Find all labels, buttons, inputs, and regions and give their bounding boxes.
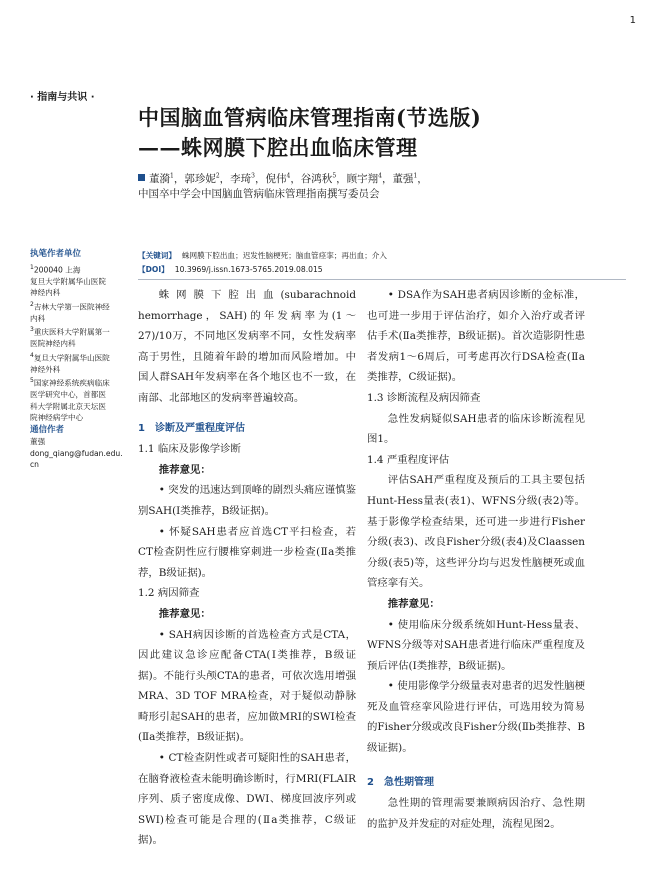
subsection-heading: 1.3 诊断流程及病因筛查 xyxy=(367,391,481,404)
body-paragraph: • CT检查阴性或者可疑阳性的SAH患者，在脑脊液检查未能明确诊断时，行MRI(FLAIR序列、质子密度成像、DWI、梯度回波序列或SWI)检查可能是合理的(Ⅱa类推荐，C级证据)。 xyxy=(138,752,356,847)
subsection-heading: 1.1 临床及影像学诊断 xyxy=(138,443,241,456)
correspondence-name: 董强 xyxy=(30,437,46,447)
units-heading: 执笔作者单位 xyxy=(30,249,82,259)
subsection-heading: 1.4 严重程度评估 xyxy=(367,453,450,466)
title-line-2: ——蛛网膜下腔出血临床管理 xyxy=(138,135,418,160)
body-paragraph: • 使用临床分级系统如Hunt-Hess量表、WFNS分级等对SAH患者进行临床严重程度及预后评估(Ⅰ类推荐，B级证据)。 xyxy=(367,618,585,672)
square-bullet-icon xyxy=(138,174,145,181)
body-column-right xyxy=(367,285,585,834)
body-paragraph: • SAH病因诊断的首选检查方式是CTA，因此建议急诊应配备CTA(Ⅰ类推荐，B级证据)。不能行头颅CTA的患者，可依次选用增强MRA、3D TOF MRA检查，对于疑似动静脉畸形引起SAH的患者，应加做MRI的SWI检查(Ⅱa类推荐，B级证据)。 xyxy=(138,628,356,744)
body-paragraph: • 使用影像学分级量表对患者的迟发性脑梗死及血管痉挛风险进行评估，可选用较为简易的Fisher分级或改良Fisher分级(Ⅱb类推荐、B级证据)。 xyxy=(367,680,585,755)
title-line-1: 中国脑血管病临床管理指南(节选版) xyxy=(138,105,482,130)
correspondence-heading: 通信作者 xyxy=(30,424,65,435)
subsection-heading: 1.2 病因筛查 xyxy=(138,587,200,600)
body-paragraph: 评估SAH严重程度及预后的工具主要包括Hunt-Hess量表(表1)、WFNS分级(表2)等。基于影像学检查结果，还可进一步进行Fisher分级(表3)、改良Fisher分级(表4)及Claassen分级(表5)等，这些评分均与迟发性脑梗死或血管痉挛有关。 xyxy=(367,474,585,590)
recommendation-label: 推荐意见： xyxy=(158,463,211,476)
keywords-divider xyxy=(138,279,626,280)
section-tag: · 指南与共识 · xyxy=(30,92,95,103)
recommendation-label: 推荐意见： xyxy=(387,597,440,610)
keywords-line xyxy=(138,249,387,263)
body-paragraph: • 怀疑SAH患者应首选CT平扫检查，若CT检查阴性应行腰椎穿刺进一步检查(Ⅱa类推荐，B级证据)。 xyxy=(138,525,356,579)
author-list xyxy=(138,168,428,187)
body-paragraph: • 突发的迅速达到顶峰的剧烈头痛应谨慎鉴别SAH(Ⅰ类推荐，B级证据)。 xyxy=(138,484,356,517)
keywords-label: 【关键词】 xyxy=(138,251,176,260)
keywords-text: 蛛网膜下腔出血；迟发性脑梗死；脑血管痉挛；再出血；介入 xyxy=(181,251,387,260)
page-number: 1 xyxy=(629,15,636,26)
body-paragraph: 急性期的管理需要兼顾病因治疗、急性期的监护及并发症的对症处理，流程见图2。 xyxy=(367,797,585,830)
author-names: 董漪$^1$，郭珍妮$^2$，李琦$^3$，倪伟$^4$，谷鸿秋$^5$，顾宇翔$^4$，董强$^1$， xyxy=(149,172,428,185)
body-column-left xyxy=(138,285,356,851)
recommendation-label: 推荐意见： xyxy=(158,607,211,620)
body-paragraph: 急性发病疑似SAH患者的临床诊断流程见图1。 xyxy=(367,412,585,446)
section-heading: 1 诊断及严重程度评估 xyxy=(138,422,245,434)
doi-label: 【DOI】 xyxy=(138,265,169,274)
article-title xyxy=(138,103,481,163)
correspondence-email[interactable]: dong_qiang@fudan.edu. cn xyxy=(30,448,123,470)
doi-line xyxy=(138,263,387,277)
section-heading: 2 急性期管理 xyxy=(367,776,434,788)
author-units: $^1$200040 上海 复旦大学附属华山医院 神经内科 $^2$吉林大学第一医院神经 内科 $^3$重庆医科大学附属第一 医院神经内科 $^4$复旦大学附属华山医院 神经外科 $^5$国家神经系统疾病临床 医学研究中心，首都医 科大学附属北京天坛医 院神经病学中心 xyxy=(30,263,110,423)
doi-value[interactable]: 10.3969/j.issn.1673-5765.2019.08.015 xyxy=(174,265,323,274)
keywords-block xyxy=(138,249,387,277)
author-block xyxy=(138,168,428,202)
body-paragraph: 蛛网膜下腔出血(subarachnoid hemorrhage，SAH)的年发病率为(1～27)/10万，不同地区发病率不同，女性发病率高于男性，且随着年龄的增加而风险增加。中国人群SAH年发病率在各个地区也不一致，在南部、北部地区的发病率普遍较高。 xyxy=(138,289,356,404)
body-paragraph: • DSA作为SAH患者病因诊断的金标准，也可进一步用于评估治疗，如介入治疗或者评估手术(Ⅱa类推荐，B级证据)。首次造影阴性患者发病1～6周后，可考虑再次行DSA检查(Ⅱa类推荐，C级证据)。 xyxy=(367,289,585,384)
author-group: 中国卒中学会中国脑血管病临床管理指南撰写委员会 xyxy=(138,187,380,200)
sidebar xyxy=(30,249,122,471)
